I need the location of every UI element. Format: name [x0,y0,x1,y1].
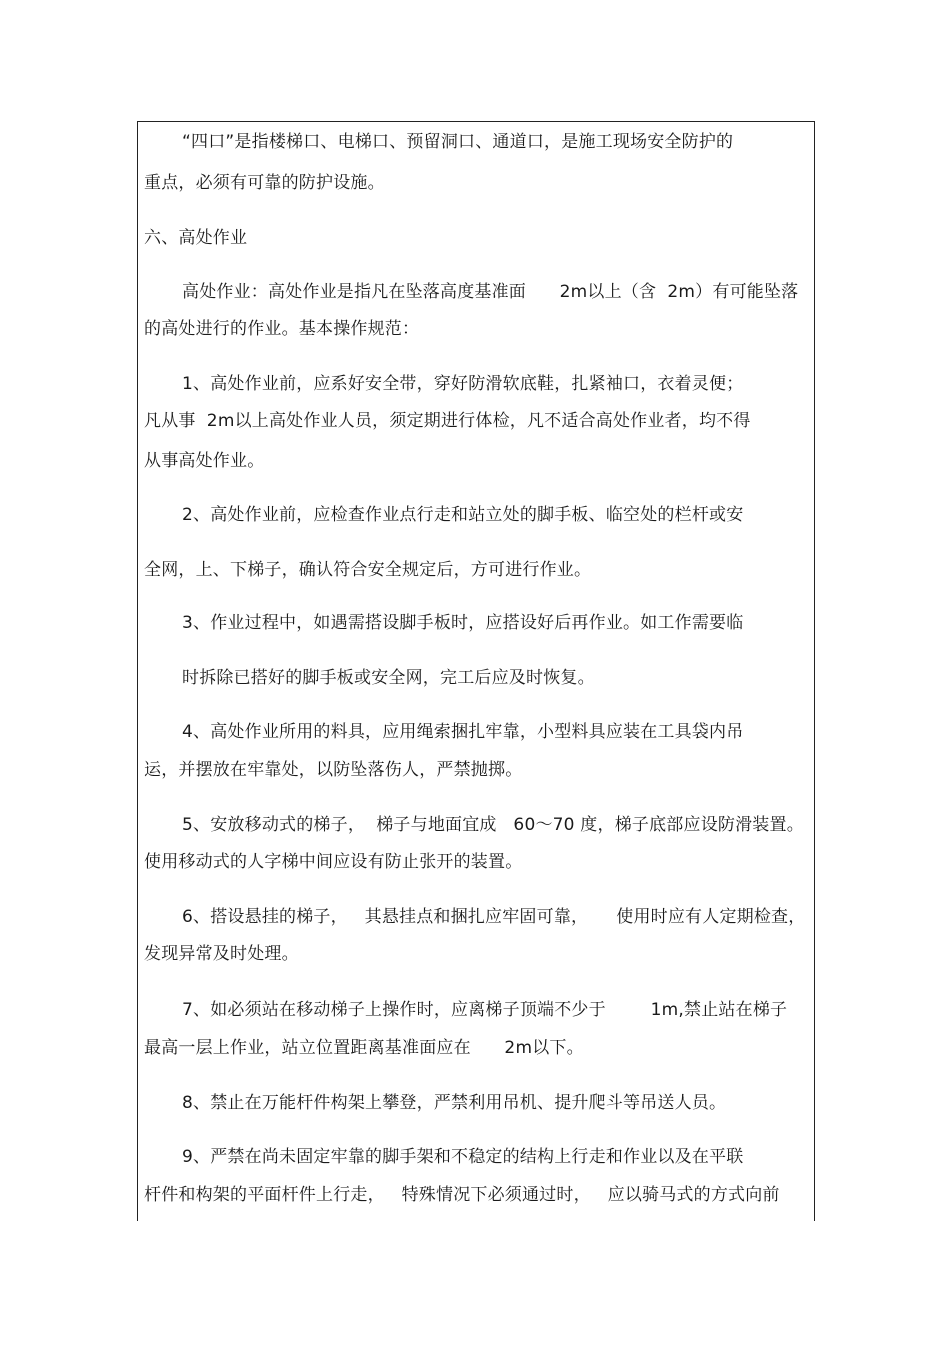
paragraph-line: 5、安放移动式的梯子， 梯子与地面宜成 60～70 度，梯子底部应设防滑装置。 [182,815,804,835]
paragraph-line: 2、高处作业前，应检查作业点行走和站立处的脚手板、临空处的栏杆或安 [182,505,744,525]
paragraph-line: 的高处进行的作业。基本操作规范： [144,319,420,339]
paragraph-line: 6、搭设悬挂的梯子， 其悬挂点和捆扎应牢固可靠， 使用时应有人定期检查， [182,907,806,927]
paragraph-line: “四口”是指楼梯口、电梯口、预留洞口、通道口，是施工现场安全防护的 [182,132,734,152]
paragraph-line: 重点，必须有可靠的防护设施。 [144,173,385,193]
paragraph-line: 发现异常及时处理。 [144,944,299,964]
paragraph-line: 最高一层上作业，站立位置距离基准面应在 2m以下。 [144,1038,584,1058]
paragraph-line: 运，并摆放在牢靠处，以防坠落伤人，严禁抛掷。 [144,760,523,780]
paragraph-line: 杆件和构架的平面杆件上行走， 特殊情况下必须通过时， 应以骑马式的方式向前 [144,1185,780,1205]
paragraph-line: 8、禁止在万能杆件构架上攀登，严禁利用吊机、提升爬斗等吊送人员。 [182,1093,727,1113]
paragraph-line: 9、严禁在尚未固定牢靠的脚手架和不稳定的结构上行走和作业以及在平联 [182,1147,744,1167]
paragraph-line: 1、高处作业前，应系好安全带，穿好防滑软底鞋，扎紧袖口，衣着灵便； [182,374,744,394]
paragraph-line: 7、如必须站在移动梯子上操作时，应离梯子顶端不少于 1m,禁止站在梯子 [182,1000,788,1020]
section-heading: 六、高处作业 [144,228,248,248]
paragraph-line: 从事高处作业。 [144,451,265,471]
paragraph-line: 使用移动式的人字梯中间应设有防止张开的装置。 [144,852,523,872]
paragraph-line: 高处作业：高处作业是指凡在坠落高度基准面 2m以上（含 2m）有可能坠落 [182,282,799,302]
paragraph-line: 时拆除已搭好的脚手板或安全网，完工后应及时恢复。 [182,668,595,688]
paragraph-line: 全网，上、下梯子，确认符合安全规定后，方可进行作业。 [144,560,592,580]
paragraph-line: 3、作业过程中，如遇需搭设脚手板时，应搭设好后再作业。如工作需要临 [182,613,744,633]
paragraph-line: 凡从事 2m以上高处作业人员，须定期进行体检，凡不适合高处作业者，均不得 [144,411,751,431]
paragraph-line: 4、高处作业所用的料具，应用绳索捆扎牢靠，小型料具应装在工具袋内吊 [182,722,744,742]
